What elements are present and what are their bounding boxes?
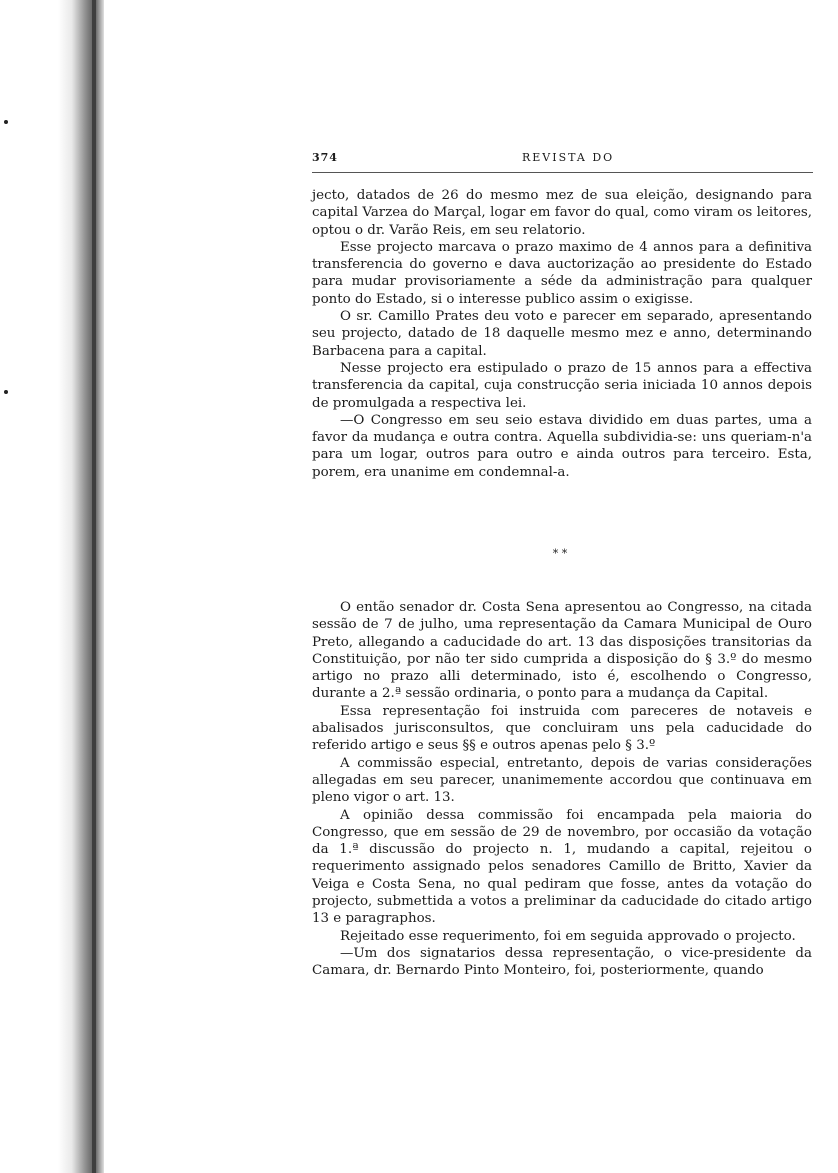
- text-section-2: [312, 599, 812, 980]
- paragraph: Nesse projecto era estipulado o prazo de 15 annos para a effectiva transferencia da capital, cuja construcção seria iniciada 10 annos depois de promulgada a respectiva lei.: [312, 360, 812, 411]
- paragraph: jecto, datados de 26 do mesmo mez de sua eleição, designando para capital Varzea do Marçal, logar em favor do qual, como viram os leitores, optou o dr. Varão Reis, em seu relatorio.: [312, 188, 812, 238]
- paragraph: A commissão especial, entretanto, depois de varias considerações allegadas em seu parecer, unanimemente accordou que continuava em pleno vigor o art. 13.: [312, 755, 812, 806]
- running-title: REVISTA DO: [522, 151, 615, 164]
- book-binding-shadow: [58, 0, 104, 1173]
- scan-speck: [4, 120, 8, 124]
- page-header: [312, 151, 813, 169]
- book-binding-edge: [92, 0, 96, 1173]
- paragraph: —Um dos signatarios dessa representação, o vice-presidente da Camara, dr. Bernardo Pinto Monteiro, foi, posteriormente, quando: [312, 945, 812, 979]
- paragraph: Rejeitado esse requerimento, foi em seguida approvado o projecto.: [340, 928, 796, 944]
- paragraph: O então senador dr. Costa Sena apresentou ao Congresso, na citada sessão de 7 de julho, uma representação da Camara Municipal de Ouro Preto, allegando a caducidade do art. 13 das disposições transitorias da Constituição, por não ter sido cumprida a disposição do § 3.º do mesmo artigo no prazo alli determinado, isto é, escolhendo o Congresso, durante a 2.ª sessão ordinaria, o ponto para a mudança da Capital.: [312, 600, 812, 702]
- paragraph: Essa representação foi instruida com pareceres de notaveis e abalisados jurisconsultos, que concluiram uns pela caducidade do referido artigo e seus §§ e outros apenas pelo § 3.º: [312, 703, 812, 754]
- header-rule: [312, 172, 813, 173]
- page-number: 374: [312, 151, 338, 164]
- text-section-1: [312, 187, 812, 481]
- paragraph: —O Congresso em seu seio estava dividido em duas partes, uma a favor da mudança e outra contra. Aquella subdividia-se: uns queriam-n'a para um logar, outros para outro e ainda outros para terceiro. Esta, porem, era unanime em condemnal-a.: [312, 412, 812, 480]
- section-separator: * *: [552, 547, 568, 560]
- paragraph: Esse projecto marcava o prazo maximo de 4 annos para a definitiva transferencia do governo e dava auctorização ao presidente do Estado para mudar provisoriamente a séde da administração para qualquer ponto do Estado, si o interesse publico assim o exigisse.: [312, 239, 812, 307]
- paragraph: O sr. Camillo Prates deu voto e parecer em separado, apresentando seu projecto, datado de 18 daquelle mesmo mez e anno, determinando Barbacena para a capital.: [312, 309, 812, 359]
- scan-speck: [4, 390, 8, 394]
- paragraph: A opinião dessa commissão foi encampada pela maioria do Congresso, que em sessão de 29 de novembro, por occasião da votação da 1.ª discussão do projecto n. 1, mudando a capital, rejeitou o requerimento assignado pelos senadores Camillo de Britto, Xavier da Veiga e Costa Sena, no qual pediram que fosse, antes da votação do projecto, submettida a votos a preliminar da caducidade do citado artigo 13 e paragraphos.: [312, 807, 812, 927]
